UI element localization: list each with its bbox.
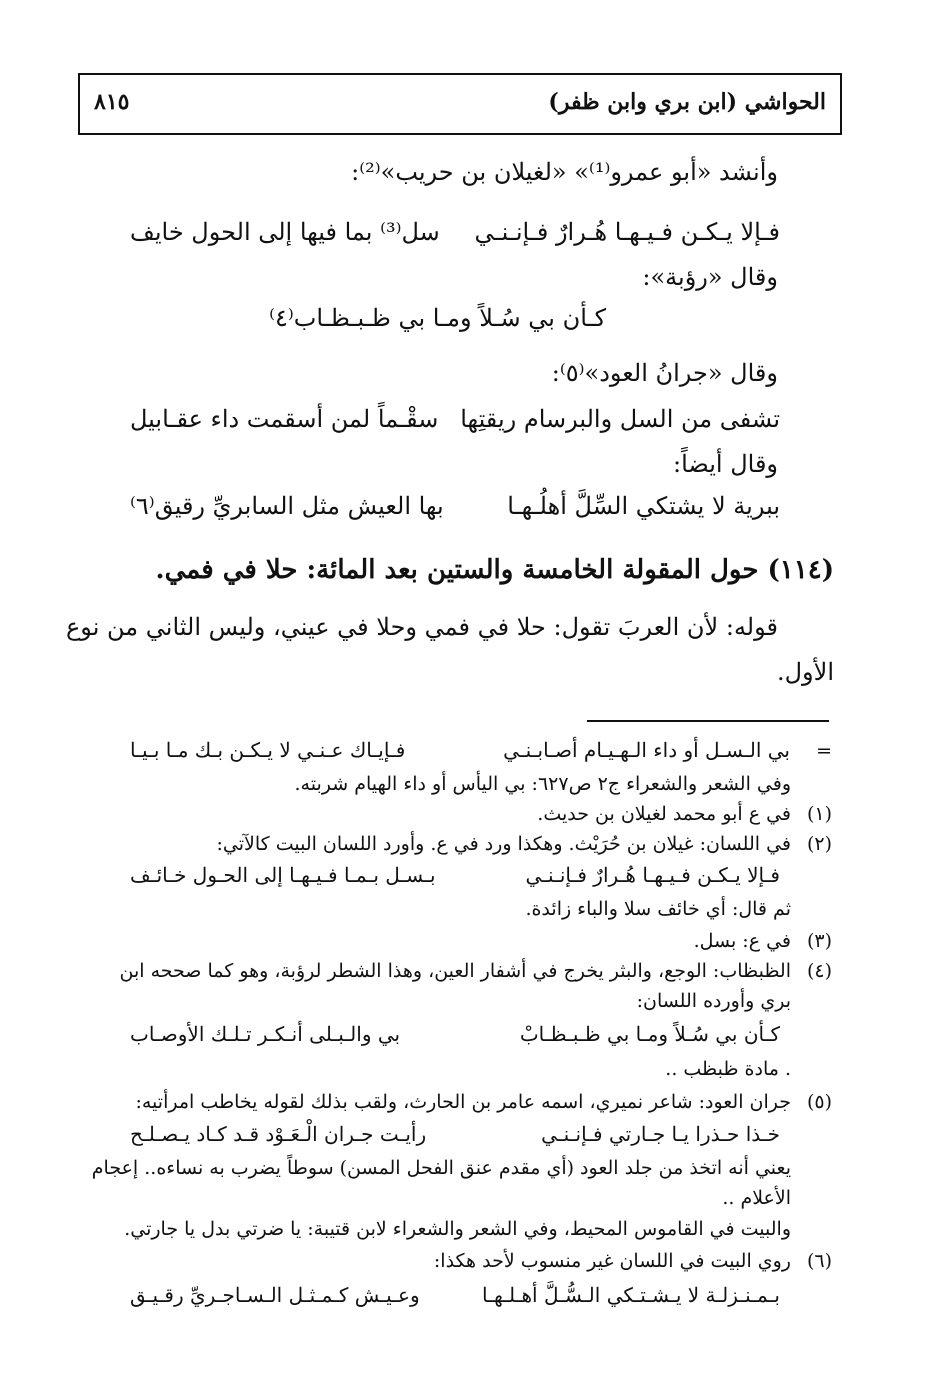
footnote-marker: (٢) <box>806 833 832 855</box>
verse-hemistich-right: كـأن بي سُـلاً ومـا بي ظـبـظـابْ <box>519 1022 780 1046</box>
verse-hemistich-right: ببرية لا يشتكي السِّلَّ أهلُـهـا <box>507 492 780 520</box>
verse-hemistich-left: بها العيش مثل السابريِّ رقيق⁽٦⁾ <box>130 492 444 520</box>
verse-hemistich-left: بـسـل بـمـا فـيـهـا إلى الحـول خـائـف <box>130 863 436 887</box>
paragraph-line: قوله: لأن العربَ تقول: حلا في فمي وحلا في عيني، وليس الثاني من نوع <box>65 613 778 641</box>
footnote-marker: (٥) <box>806 1091 832 1113</box>
running-title: الحواشي (ابن بري وابن ظفر) <box>548 89 826 115</box>
footnote-marker: (٤) <box>806 960 832 982</box>
footnote-line: الظبظاب: الوجع، والبثر يخرج في أشفار العين، وهذا الشطر لرؤبة، وهو كما صححه ابن <box>119 960 791 982</box>
footnote-line: في اللسان: غيلان بن حُرَيْث. وهكذا ورد في ع. وأورد اللسان البيت كالآتي: <box>216 833 791 855</box>
verse-single: كـأن بي سُـلاً ومـا بي ظـبـظـاب⁽٤⁾ <box>269 304 606 332</box>
footnote-line: ثم قال: أي خائف سلا والباء زائدة. <box>525 898 791 920</box>
paragraph-line: الأول. <box>776 658 834 686</box>
verse-hemistich-right: فـإلا يـكـن فـيـهـا هُـرارٌ فـإنـنـي <box>525 863 780 887</box>
verse-hemistich-left: بي والـبـلى أنـكـر تـلـك الأوصـاب <box>130 1022 401 1046</box>
footnote-separator <box>587 720 829 722</box>
footnote-verse <box>130 863 780 891</box>
footnote-marker: (٣) <box>806 930 832 952</box>
section-heading: (١١٤) حول المقولة الخامسة والستين بعد المائة: حلا في فمي. <box>155 555 834 585</box>
verse <box>130 218 780 252</box>
verse-hemistich-right: بي الـسـل أو داء الـهـيـام أصـابـنـي <box>503 738 790 762</box>
footnote-marker: (١) <box>806 803 832 825</box>
footnote-verse <box>130 1022 780 1050</box>
footnote-line: والبيت في القاموس المحيط، وفي الشعر والشعراء لابن قتيبة: يا ضرتي بدل يا جارتي. <box>124 1218 791 1240</box>
body-line: وقال «رؤبة»: <box>642 263 778 291</box>
footnote-line: . مادة ظبظب .. <box>665 1058 791 1080</box>
footnote-line: بري وأورده اللسان: <box>636 990 791 1012</box>
body-line: وقال أيضاً: <box>673 450 778 478</box>
verse-hemistich-left: سل⁽³⁾ بما فيها إلى الحول خايف <box>130 218 440 246</box>
footnote-verse <box>130 1283 780 1311</box>
body-line: وقال «جرانُ العود»⁽٥⁾: <box>551 359 778 387</box>
verse <box>130 492 780 526</box>
footnote-marker: = <box>816 740 832 762</box>
footnote-line: يعني أنه اتخذ من جلد العود (أي مقدم عنق الفحل المسن) سوطاً يضرب به نساءه.. إعجام <box>91 1157 791 1179</box>
verse-hemistich-left: فـإيـاك عـنـي لا يـكـن بـك مـا بـيـا <box>130 738 406 762</box>
verse-hemistich-left: رأيـت جـران الْـعَـوْد قـد كـاد يـصـلـح <box>130 1122 427 1146</box>
page-header <box>78 73 842 135</box>
footnote-marker: (٦) <box>806 1250 832 1272</box>
footnote-line: في ع: بسل. <box>693 930 791 952</box>
verse-hemistich-left: وعـيـش كـمـثـل الـسـاجـريِّ رقـيـق <box>130 1283 420 1307</box>
footnote-line: جران العود: شاعر نميري، اسمه عامر بن الحارث، ولقب بذلك لقوله يخاطب امرأتيه: <box>135 1091 791 1113</box>
verse-hemistich-right: خـذا حـذرا يـا جـارتي فـإنـنـي <box>541 1122 780 1146</box>
footnote-verse <box>130 1122 780 1150</box>
verse-hemistich-right: بـمـنـزلـة لا يـشـتـكي الـسُّـلَّ أهـلـهـا <box>482 1283 780 1307</box>
footnote-line: الأعلام .. <box>722 1187 791 1209</box>
verse-hemistich-right: تشفى من السل والبرسام ريقتِها <box>460 405 780 433</box>
page-number: ٨١٥ <box>94 89 130 115</box>
footnote-line: في ع أبو محمد لغيلان بن حديث. <box>537 803 791 825</box>
footnote-verse <box>130 738 790 766</box>
verse-hemistich-right: فـإلا يـكـن فـيـهـا هُـرارٌ فـإنـنـي <box>474 218 780 246</box>
verse-hemistich-left: سقْـماً لمن أسقمت داء عقـابيل <box>130 405 439 433</box>
verse <box>130 405 780 439</box>
footnote-line: وفي الشعر والشعراء ج٢ ص٦٢٧: بي اليأس أو داء الهيام شربته. <box>294 773 791 795</box>
footnote-line: روي البيت في اللسان غير منسوب لأحد هكذا: <box>433 1250 791 1272</box>
body-line: وأنشد «أبو عمرو⁽¹⁾» «لغيلان بن حريب»⁽²⁾: <box>351 158 778 186</box>
